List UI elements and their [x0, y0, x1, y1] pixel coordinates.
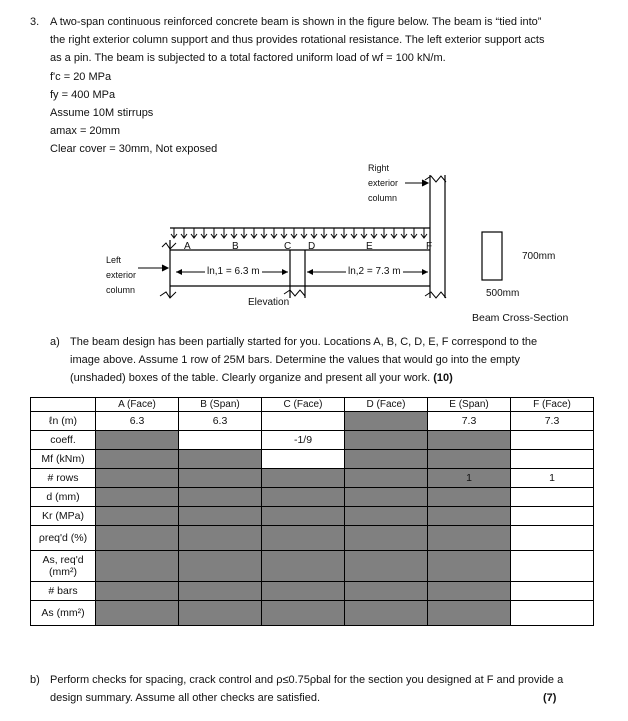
- col-header: E (Span): [428, 398, 511, 412]
- right-column-label-1: Right: [368, 163, 390, 173]
- table-cell[interactable]: [511, 551, 594, 582]
- shaded-cell: [179, 526, 262, 551]
- shaded-cell: [179, 488, 262, 507]
- part-b-label: b): [30, 674, 40, 686]
- table-cell[interactable]: [179, 431, 262, 450]
- given-fc: f'c = 20 MPa: [50, 71, 112, 83]
- shaded-cell: [345, 469, 428, 488]
- table-row: [31, 412, 594, 431]
- col-header: C (Face): [262, 398, 345, 412]
- table-cell[interactable]: 6.3: [179, 412, 262, 431]
- table-cell[interactable]: [511, 507, 594, 526]
- row-label: coeff.: [31, 431, 96, 450]
- given-fy: fy = 400 MPa: [50, 89, 116, 101]
- part-a-marks: (10): [433, 372, 453, 384]
- problem-number: 3.: [30, 16, 40, 28]
- table-row: [31, 507, 594, 526]
- table-row: [31, 450, 594, 469]
- shaded-cell: [345, 551, 428, 582]
- part-b-line-2: design summary. Assume all other checks are satisfied.: [50, 692, 321, 704]
- table-cell[interactable]: [511, 601, 594, 626]
- part-a-line-1: The beam design has been partially started for you. Locations A, B, C, D, E, F correspond to the: [70, 336, 538, 348]
- table-cell[interactable]: [511, 582, 594, 601]
- table-cell[interactable]: 6.3: [96, 412, 179, 431]
- elevation-label: Elevation: [248, 297, 290, 308]
- table-cell[interactable]: 7.3: [428, 412, 511, 431]
- point-c: C: [284, 241, 292, 252]
- row-label: As (mm²): [31, 601, 96, 626]
- col-header: A (Face): [96, 398, 179, 412]
- shaded-cell: [96, 582, 179, 601]
- shaded-cell: [428, 450, 511, 469]
- span2-label: ln,2 = 7.3 m: [348, 266, 401, 277]
- shaded-cell: [428, 526, 511, 551]
- shaded-cell: [179, 601, 262, 626]
- row-label: Mf (kNm): [31, 450, 96, 469]
- row-label: Kr (MPa): [31, 507, 96, 526]
- point-a: A: [184, 241, 191, 252]
- shaded-cell: [345, 488, 428, 507]
- shaded-cell: [428, 431, 511, 450]
- col-header: D (Face): [345, 398, 428, 412]
- point-f: F: [426, 241, 433, 252]
- col-header: B (Span): [179, 398, 262, 412]
- given-stirrups: Assume 10M stirrups: [50, 107, 154, 119]
- table-cell[interactable]: [262, 412, 345, 431]
- table-cell[interactable]: [511, 431, 594, 450]
- load-arrows: [171, 228, 427, 238]
- given-cover: Clear cover = 30mm, Not exposed: [50, 143, 218, 155]
- table-row: [31, 469, 594, 488]
- shaded-cell: [262, 488, 345, 507]
- left-column-label-1: Left: [106, 255, 122, 265]
- shaded-cell: [345, 450, 428, 469]
- cross-section-rect: [482, 232, 502, 280]
- right-column-label-3: column: [368, 193, 398, 203]
- shaded-cell: [96, 469, 179, 488]
- shaded-cell: [179, 469, 262, 488]
- shaded-cell: [96, 431, 179, 450]
- table-row: [31, 526, 594, 551]
- col-header: F (Face): [511, 398, 594, 412]
- shaded-cell: 1: [428, 469, 511, 488]
- point-d: D: [308, 241, 316, 252]
- table-cell[interactable]: 7.3: [511, 412, 594, 431]
- shaded-cell: [96, 488, 179, 507]
- shaded-cell: [345, 526, 428, 551]
- beam-figure: [0, 0, 628, 340]
- row-label: # bars: [31, 582, 96, 601]
- problem-line-3: as a pin. The beam is subjected to a total factored uniform load of wf = 100 kN/m.: [50, 52, 446, 64]
- shaded-cell: [428, 601, 511, 626]
- row-label: d (mm): [31, 488, 96, 507]
- shaded-cell: [262, 507, 345, 526]
- table-row: [31, 582, 594, 601]
- shaded-cell: [96, 551, 179, 582]
- table-row: [31, 488, 594, 507]
- shaded-cell: [345, 507, 428, 526]
- table-cell[interactable]: [262, 450, 345, 469]
- shaded-cell: [428, 488, 511, 507]
- table-corner: [31, 398, 96, 412]
- shaded-cell: [96, 507, 179, 526]
- shaded-cell: [262, 601, 345, 626]
- row-label: ρreq'd (%): [31, 526, 96, 551]
- table-cell[interactable]: [511, 526, 594, 551]
- table-row: [31, 551, 594, 582]
- left-column-label-3: column: [106, 285, 136, 295]
- table-cell[interactable]: 1: [511, 469, 594, 488]
- row-label: ℓn (m): [31, 412, 96, 431]
- table-cell[interactable]: [511, 488, 594, 507]
- shaded-cell: [262, 551, 345, 582]
- right-column-label-2: exterior: [368, 178, 399, 188]
- part-b-marks: (7): [543, 692, 557, 704]
- shaded-cell: [428, 507, 511, 526]
- part-b-line-1: Perform checks for spacing, crack control and ρ≤0.75ρbal for the section you designed at F and provide a: [50, 674, 564, 686]
- shaded-cell: [262, 469, 345, 488]
- shaded-cell: [179, 582, 262, 601]
- shaded-cell: [179, 551, 262, 582]
- left-break: [160, 292, 176, 298]
- row-label: # rows: [31, 469, 96, 488]
- shaded-cell: [262, 582, 345, 601]
- shaded-cell: [428, 582, 511, 601]
- point-e: E: [366, 241, 373, 252]
- shaded-cell: [345, 431, 428, 450]
- problem-line-2: the right exterior column support and thus provides rotational resistance. The left exterior support acts: [50, 34, 545, 46]
- part-a-label: a): [50, 336, 60, 348]
- problem-line-1: A two-span continuous reinforced concrete beam is shown in the figure below. The beam is “tied into”: [50, 16, 542, 28]
- span1-label: ln,1 = 6.3 m: [207, 266, 260, 277]
- shaded-cell: [345, 412, 428, 431]
- design-table: [30, 397, 594, 626]
- table-cell[interactable]: [511, 450, 594, 469]
- shaded-cell: [179, 507, 262, 526]
- left-column-label-2: exterior: [106, 270, 137, 280]
- point-b: B: [232, 241, 239, 252]
- given-amax: amax = 20mm: [50, 125, 120, 137]
- row-label: As, req'd (mm²): [31, 551, 96, 582]
- table-cell[interactable]: -1/9: [262, 431, 345, 450]
- shaded-cell: [428, 551, 511, 582]
- section-width: 500mm: [486, 288, 520, 299]
- shaded-cell: [179, 450, 262, 469]
- shaded-cell: [345, 601, 428, 626]
- table-row: [31, 431, 594, 450]
- shaded-cell: [345, 582, 428, 601]
- table-row: [31, 601, 594, 626]
- part-a-line-2: image above. Assume 1 row of 25M bars. Determine the values that would go into the empty: [70, 354, 521, 366]
- shaded-cell: [96, 526, 179, 551]
- shaded-cell: [96, 450, 179, 469]
- shaded-cell: [262, 526, 345, 551]
- section-height: 700mm: [522, 251, 556, 262]
- section-title: Beam Cross-Section: [472, 312, 569, 324]
- part-a-line-3: (unshaded) boxes of the table. Clearly organize and present all your work. (10): [70, 372, 453, 384]
- shaded-cell: [96, 601, 179, 626]
